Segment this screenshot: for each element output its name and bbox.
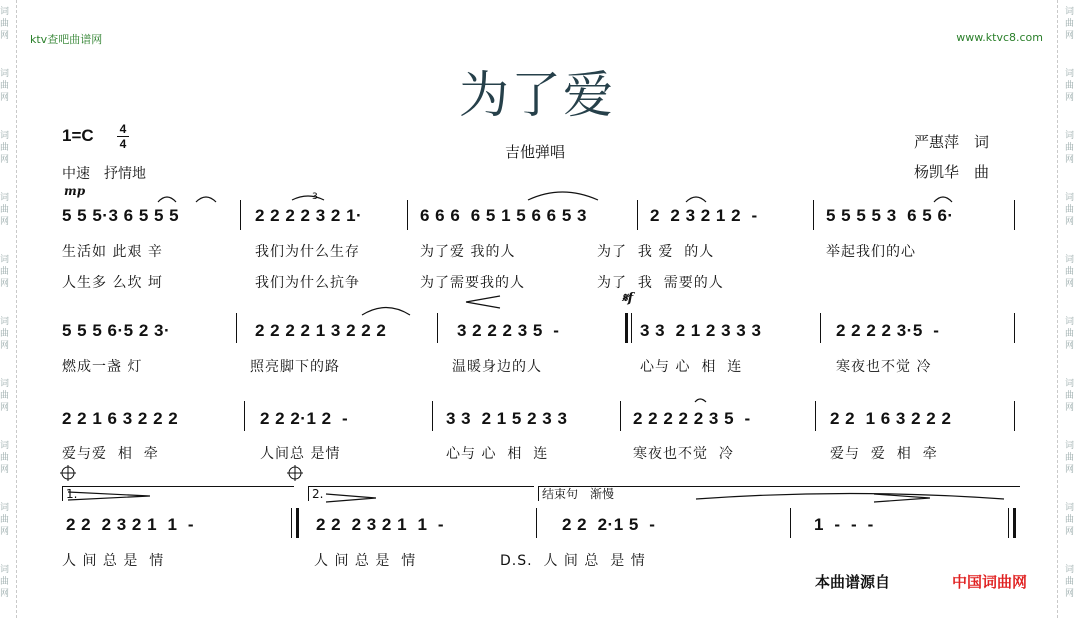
r2-m1-lyric: 燃成一盏 灯 xyxy=(62,359,143,375)
r4-m3-notes: 2 2 2·1 5 - xyxy=(562,515,656,534)
margin-watermark-char: 网 xyxy=(0,279,10,289)
margin-watermark-char: 网 xyxy=(1064,279,1074,289)
r1-m3-notes: 6 6 6 6 5 1 5 6 6 5 3 xyxy=(420,206,587,225)
tie xyxy=(528,192,598,200)
source-label: 本曲谱源自 xyxy=(815,573,891,591)
composer-credit: 杨凯华 曲 xyxy=(914,163,990,181)
r1-m2-lyric1: 我们为什么生存 xyxy=(255,244,360,260)
margin-watermark-char: 词 xyxy=(0,379,10,389)
margin-watermark-char: 网 xyxy=(1064,217,1074,227)
slur xyxy=(934,197,952,202)
r3-m3-notes: 3 3 2 1 5 2 3 3 xyxy=(446,409,568,428)
triplet-bracket xyxy=(292,196,324,200)
margin-watermark-char: 词 xyxy=(0,317,10,327)
r3-m3-lyric: 心与 心 相 连 xyxy=(446,446,549,462)
time-sig-bottom: 4 xyxy=(119,137,127,151)
tempo-marking: 中速 抒情地 xyxy=(62,166,146,182)
margin-watermark-char: 网 xyxy=(0,217,10,227)
r3-m4-lyric: 寒夜也不觉 冷 xyxy=(633,446,734,462)
margin-watermark-char: 曲 xyxy=(1064,329,1074,339)
r3-m5-notes: 2 2 1 6 3 2 2 2 xyxy=(830,409,952,428)
margin-watermark-char: 曲 xyxy=(1064,515,1074,525)
margin-watermark-char: 曲 xyxy=(1064,453,1074,463)
lyricist-credit: 严惠萍 词 xyxy=(914,133,990,151)
r4-m2-lyric: 人 间 总 是 情 xyxy=(314,553,417,569)
margin-watermark-char: 网 xyxy=(1064,465,1074,475)
r3-m5-lyric: 爱与 爱 相 牵 xyxy=(830,446,938,462)
r2-m5-notes: 2 2 2 2 3·5 - xyxy=(836,321,940,340)
slur xyxy=(158,197,176,202)
r2-m3-notes: 3 2 2 2 3 5 - xyxy=(457,321,560,340)
r2-m2-lyric: 照亮脚下的路 xyxy=(250,359,340,375)
r1-m5-lyric1: 举起我们的心 xyxy=(826,244,916,260)
margin-watermark-char: 曲 xyxy=(1064,81,1074,91)
margin-watermark-char: 词 xyxy=(1064,503,1074,513)
r4-m3-lyric: D.S. 人 间 总 是 情 xyxy=(500,553,646,569)
r1-m3-lyric1: 为了爱 我的人 xyxy=(420,244,516,260)
r1-m2-lyric2: 我们为什么抗争 xyxy=(255,275,360,291)
crescendo xyxy=(466,296,500,308)
r1-m4-lyric1: 为了 我 爱 的人 xyxy=(597,244,715,260)
margin-watermark-char: 词 xyxy=(1064,7,1074,17)
segno-forte: 𝄋f xyxy=(622,291,634,306)
r2-m5-lyric: 寒夜也不觉 冷 xyxy=(836,359,932,375)
source-site-link[interactable]: 中国词曲网 xyxy=(952,573,1028,591)
margin-watermark-char: 词 xyxy=(0,131,10,141)
margin-watermark-char: 曲 xyxy=(0,515,10,525)
margin-watermark-char: 词 xyxy=(0,193,10,203)
margin-watermark-char: 曲 xyxy=(1064,391,1074,401)
margin-watermark-char: 曲 xyxy=(1064,19,1074,29)
site-name-left[interactable]: ktv查吧曲谱网 xyxy=(30,33,103,46)
site-url-right[interactable]: www.ktvc8.com xyxy=(956,31,1043,44)
coda-bracket: 结束句 渐慢 xyxy=(538,486,1020,501)
song-title: 为了爱 xyxy=(459,66,615,124)
decrescendo xyxy=(326,494,376,502)
r4-m4-notes: 1 - - - xyxy=(814,515,874,534)
tie xyxy=(362,308,410,316)
r1-m4-notes: 2 2 3 2 1 2 - xyxy=(650,206,758,225)
margin-watermark-char: 词 xyxy=(0,69,10,79)
margin-watermark-char: 网 xyxy=(1064,341,1074,351)
margin-watermark-char: 曲 xyxy=(0,19,10,29)
r2-m3-lyric: 温暖身边的人 xyxy=(452,359,542,375)
margin-watermark-char: 词 xyxy=(1064,69,1074,79)
margin-watermark-char: 词 xyxy=(1064,193,1074,203)
margin-watermark-char: 曲 xyxy=(0,267,10,277)
triplet-number: 3 xyxy=(312,192,318,202)
margin-watermark-char: 曲 xyxy=(1064,267,1074,277)
margin-watermark-char: 网 xyxy=(1064,155,1074,165)
second-ending-bracket: 2. xyxy=(308,486,534,501)
r1-m1-lyric2: 人生多 么坎 坷 xyxy=(62,275,163,291)
margin-watermark-char: 曲 xyxy=(0,453,10,463)
margin-watermark-char: 曲 xyxy=(0,81,10,91)
margin-watermark-char: 曲 xyxy=(1064,577,1074,587)
margin-watermark-char: 词 xyxy=(0,565,10,575)
margin-watermark-char: 曲 xyxy=(0,577,10,587)
margin-watermark-char: 词 xyxy=(1064,441,1074,451)
time-sig-top: 4 xyxy=(119,122,127,136)
r2-m4-lyric: 心与 心 相 连 xyxy=(640,359,743,375)
r1-m1-lyric1: 生活如 此艰 辛 xyxy=(62,244,163,260)
margin-watermark-char: 网 xyxy=(0,341,10,351)
margin-watermark-char: 曲 xyxy=(0,205,10,215)
margin-watermark-char: 词 xyxy=(1064,379,1074,389)
r3-m4-notes: 2 2 2 2 2 3 5 - xyxy=(633,409,751,428)
margin-watermark-char: 网 xyxy=(1064,31,1074,41)
performance-subtitle: 吉他弹唱 xyxy=(505,143,566,161)
margin-watermark-char: 网 xyxy=(0,93,10,103)
margin-watermark-char: 曲 xyxy=(0,143,10,153)
margin-watermark-char: 网 xyxy=(0,527,10,537)
r4-m2-notes: 2 2 2 3 2 1 1 - xyxy=(316,515,445,534)
margin-watermark-char: 网 xyxy=(1064,589,1074,599)
r2-m2-notes: 2 2 2 2 1 3 2 2 2 xyxy=(255,321,387,340)
decrescendo xyxy=(68,492,150,500)
margin-watermark-char: 网 xyxy=(0,155,10,165)
r1-m2-notes: 2 2 2 2 3 2 1· xyxy=(255,206,363,225)
r1-m3-lyric2: 为了需要我的人 xyxy=(420,275,525,291)
margin-watermark-char: 词 xyxy=(1064,131,1074,141)
margin-watermark-char: 曲 xyxy=(0,329,10,339)
r3-m1-lyric: 爱与爱 相 牵 xyxy=(62,446,159,462)
margin-watermark-char: 曲 xyxy=(1064,143,1074,153)
r3-m2-notes: 2 2 2·1 2 - xyxy=(260,409,349,428)
first-ending-bracket: 1. xyxy=(62,486,294,501)
r4-m1-lyric: 人 间 总 是 情 xyxy=(62,553,165,569)
r3-m2-lyric: 人间总 是情 xyxy=(260,446,341,462)
r2-m1-notes: 5 5 5 6·5 2 3· xyxy=(62,321,171,340)
margin-watermark-char: 词 xyxy=(0,503,10,513)
r2-m4-notes: 3 3 2 1 2 3 3 3 xyxy=(640,321,762,340)
margin-watermark-char: 网 xyxy=(0,589,10,599)
margin-watermark-char: 网 xyxy=(0,465,10,475)
slur xyxy=(695,399,706,402)
margin-watermark-char: 曲 xyxy=(1064,205,1074,215)
slur xyxy=(196,197,216,202)
r1-m1-notes: 5 5 5·3 6 5 5 5 xyxy=(62,206,180,225)
margin-watermark-char: 网 xyxy=(1064,93,1074,103)
margin-watermark-char: 词 xyxy=(0,441,10,451)
r1-m5-notes: 5 5 5 5 3 6 5 6· xyxy=(826,206,954,225)
margin-watermark-char: 词 xyxy=(1064,255,1074,265)
margin-watermark-char: 网 xyxy=(1064,527,1074,537)
tie xyxy=(696,494,1004,500)
margin-watermark-char: 曲 xyxy=(0,391,10,401)
margin-watermark-char: 网 xyxy=(0,31,10,41)
r4-m1-notes: 2 2 2 3 2 1 1 - xyxy=(66,515,195,534)
r1-m4-lyric2: 为了 我 需要的人 xyxy=(597,275,724,291)
dynamic-mp: mp xyxy=(64,184,86,198)
margin-watermark-char: 词 xyxy=(0,7,10,17)
margin-watermark-char: 网 xyxy=(1064,403,1074,413)
margin-watermark-char: 词 xyxy=(1064,565,1074,575)
key-signature: 1=C xyxy=(62,126,94,145)
slur xyxy=(686,197,706,202)
r3-m1-notes: 2 2 1 6 3 2 2 2 xyxy=(62,409,179,428)
margin-watermark-char: 词 xyxy=(1064,317,1074,327)
margin-watermark-char: 网 xyxy=(0,403,10,413)
margin-watermark-char: 词 xyxy=(0,255,10,265)
